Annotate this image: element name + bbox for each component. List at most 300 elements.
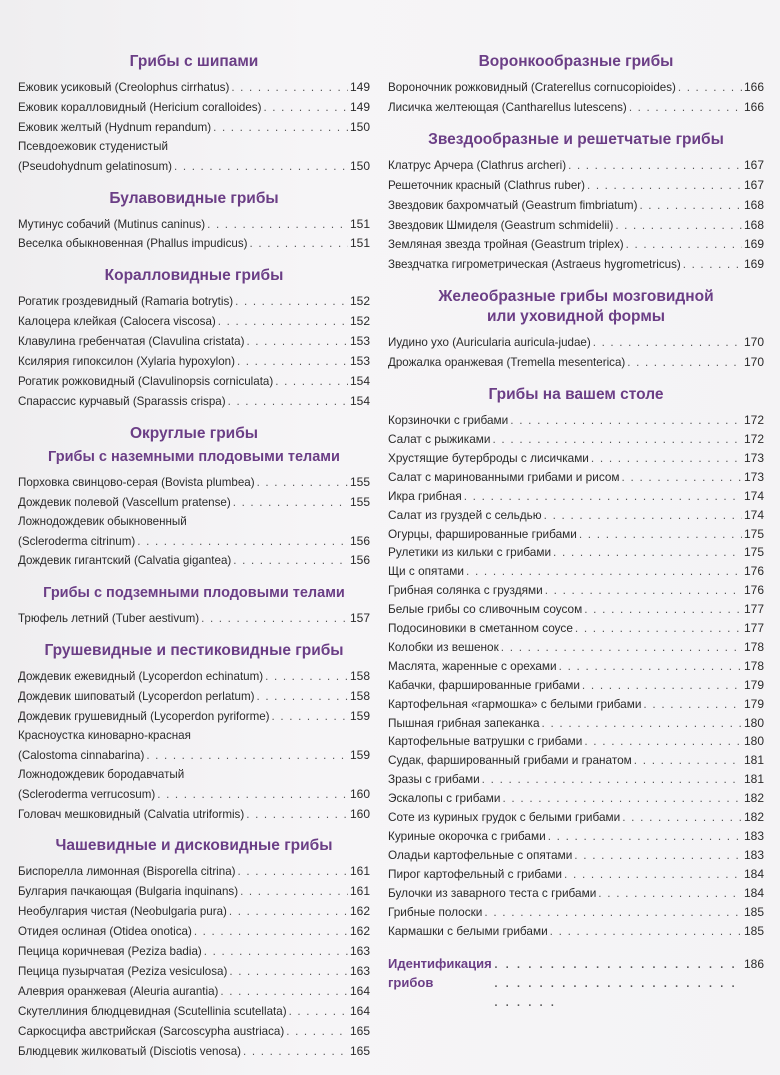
entry-list bbox=[18, 609, 370, 629]
toc-entry bbox=[388, 255, 764, 275]
toc-entry bbox=[18, 292, 370, 312]
entry-name: Дрожалка оранжевая (Tremella mesenterica) bbox=[388, 356, 626, 370]
toc-entry bbox=[18, 372, 370, 392]
entry-page-number: 159 bbox=[349, 709, 370, 724]
entry-name: Спарассис курчавый (Sparassis crispa) bbox=[18, 394, 226, 408]
entry-page-number: 153 bbox=[349, 334, 370, 349]
dot-leader bbox=[548, 827, 742, 846]
dot-leader bbox=[492, 430, 742, 449]
entry-page-number: 162 bbox=[349, 924, 370, 939]
toc-entry bbox=[388, 638, 764, 657]
dot-leader bbox=[643, 695, 742, 714]
entry-name: Соте из куриных грудок с белыми грибами bbox=[388, 810, 621, 825]
toc-column-left bbox=[18, 52, 370, 1074]
toc-entry bbox=[18, 215, 370, 235]
section-heading: Грушевидные и пестиковидные грибы bbox=[44, 642, 344, 660]
toc-section bbox=[388, 385, 764, 940]
toc-entry bbox=[388, 714, 764, 733]
toc-entry bbox=[388, 808, 764, 827]
entry-page-number: 165 bbox=[349, 1043, 370, 1058]
entry-name: Клавулина гребенчатая (Clavulina cristata) bbox=[18, 335, 245, 349]
entry-page-number: 175 bbox=[743, 526, 764, 541]
entry-name: Куриные окорочка с грибами bbox=[388, 829, 546, 843]
dot-leader bbox=[634, 751, 742, 770]
dot-leader bbox=[678, 79, 742, 98]
dot-leader bbox=[157, 786, 348, 805]
dot-leader bbox=[575, 619, 742, 638]
section-heading: Грибы с шипами bbox=[129, 53, 259, 70]
entry-name: Алеврия оранжевая (Aleuria aurantia) bbox=[18, 984, 219, 998]
toc-section bbox=[18, 641, 370, 824]
toc-entry bbox=[18, 392, 370, 412]
dot-leader bbox=[233, 552, 348, 571]
entry-name: Саркосцифа австрийская (Sarcoscypha austriaca) bbox=[18, 1024, 285, 1038]
toc-entry bbox=[388, 156, 764, 176]
entry-page-number: 158 bbox=[349, 669, 370, 684]
entry-page-number: 183 bbox=[743, 847, 764, 862]
entry-name: Скутеллиния блюдцевидная (Scutellinia scutellata) bbox=[18, 1004, 287, 1018]
entry-list bbox=[18, 862, 370, 1061]
entry-name: Калоцера клейкая (Calocera viscosa) bbox=[18, 315, 216, 329]
toc-entry bbox=[18, 312, 370, 332]
toc-entry bbox=[18, 234, 370, 254]
entry-page-number: 174 bbox=[743, 507, 764, 522]
section-heading: Желеобразные грибы мозговидной bbox=[438, 288, 714, 306]
toc-entry bbox=[18, 532, 370, 552]
dot-leader bbox=[235, 293, 348, 312]
toc-entry bbox=[18, 902, 370, 922]
entry-page-number: 168 bbox=[743, 197, 764, 212]
dot-leader bbox=[231, 79, 348, 98]
toc-entry bbox=[18, 785, 370, 805]
toc-entry bbox=[18, 78, 370, 98]
dot-leader bbox=[598, 884, 742, 903]
toc-entry bbox=[388, 751, 764, 770]
entry-list bbox=[18, 78, 370, 177]
dot-leader bbox=[564, 865, 742, 884]
toc-section bbox=[18, 52, 370, 177]
toc-entry bbox=[18, 707, 370, 727]
toc-section bbox=[18, 189, 370, 255]
entry-name: Блюдцевик жилковатый (Disciotis venosa) bbox=[18, 1044, 242, 1058]
toc-entry bbox=[388, 789, 764, 808]
dot-leader bbox=[229, 963, 348, 982]
entry-list bbox=[388, 333, 764, 373]
toc-entry bbox=[18, 609, 370, 629]
entry-page-number: 150 bbox=[349, 158, 370, 173]
dot-leader bbox=[584, 732, 742, 751]
entry-page-number: 181 bbox=[743, 772, 764, 787]
dot-leader bbox=[627, 354, 742, 373]
toc-entry bbox=[388, 884, 764, 903]
entry-name: Лисичка желтеющая (Cantharellus lutescens) bbox=[388, 100, 627, 114]
entry-name: Огурцы, фаршированные грибами bbox=[388, 526, 577, 541]
entry-name: Вороночник рожковидный (Craterellus cornucopioides) bbox=[388, 81, 676, 94]
toc-entry bbox=[388, 770, 764, 789]
entry-name: Звездчатка гигрометрическая (Astraeus hygrometricus) bbox=[388, 258, 681, 272]
entry-name: Кармашки с белыми грибами bbox=[388, 923, 548, 938]
dot-leader bbox=[238, 863, 348, 882]
toc-entry bbox=[388, 78, 764, 98]
entry-page-number: 155 bbox=[349, 474, 370, 489]
dot-leader bbox=[137, 533, 348, 552]
section-subheading: Грибы с наземными плодовыми телами bbox=[48, 448, 340, 465]
entry-name: (Calostoma cinnabarina) bbox=[18, 748, 145, 762]
entry-page-number: 160 bbox=[349, 806, 370, 821]
entry-list bbox=[18, 215, 370, 255]
dot-leader bbox=[615, 217, 742, 236]
entry-page-number: 180 bbox=[743, 734, 764, 749]
toc-entry bbox=[18, 118, 370, 138]
entry-name: (Scleroderma verrucosum) bbox=[18, 787, 156, 801]
toc-entry bbox=[388, 922, 764, 941]
toc-entry-identification bbox=[388, 954, 764, 1011]
entry-name: Эскалопы с грибами bbox=[388, 791, 501, 806]
entry-page-number: 184 bbox=[743, 866, 764, 881]
entry-page-number: 172 bbox=[743, 431, 764, 446]
entry-page-number: 183 bbox=[743, 829, 764, 843]
entry-page-number: 177 bbox=[743, 621, 764, 636]
toc-section bbox=[18, 266, 370, 411]
entry-name: Дождевик гигантский (Calvatia gigantea) bbox=[18, 554, 232, 568]
entry-name: Рулетики из кильки с грибами bbox=[388, 545, 552, 560]
entry-name: Звездовик бахромчатый (Geastrum fimbriatum) bbox=[388, 198, 638, 212]
toc-entry bbox=[18, 352, 370, 372]
toc-entry bbox=[388, 333, 764, 353]
dot-leader bbox=[484, 903, 742, 922]
entry-page-number: 179 bbox=[743, 696, 764, 711]
toc-entry bbox=[388, 827, 764, 846]
section-heading: Коралловидные грибы bbox=[104, 267, 284, 285]
toc-entry bbox=[388, 353, 764, 373]
dot-leader bbox=[591, 449, 742, 468]
entry-name: Земляная звезда тройная (Geastrum triplex) bbox=[388, 238, 624, 252]
dot-leader bbox=[550, 922, 742, 941]
toc-entry bbox=[388, 600, 764, 619]
entry-name: Кабачки, фаршированные грибами bbox=[388, 677, 580, 692]
toc-entry bbox=[388, 581, 764, 600]
section-heading: Воронкообразные грибы bbox=[478, 53, 674, 70]
toc-entry bbox=[388, 487, 764, 506]
entry-page-number: 150 bbox=[349, 119, 370, 134]
entry-name: Грибная солянка с груздями bbox=[388, 583, 543, 598]
toc-entry bbox=[18, 1002, 370, 1022]
dot-leader bbox=[243, 1043, 348, 1062]
dot-leader bbox=[593, 334, 742, 353]
entry-name: Салат из груздей с сельдью bbox=[388, 507, 542, 522]
entry-name: Необулгария чистая (Neobulgaria pura) bbox=[18, 905, 227, 919]
entry-page-number: 182 bbox=[743, 791, 764, 806]
dot-leader bbox=[579, 525, 742, 544]
section-heading: Округлые грибы bbox=[129, 424, 259, 442]
entry-page-number: 176 bbox=[743, 583, 764, 598]
toc-section bbox=[388, 287, 764, 373]
entry-name: Ксилярия гипоксилон (Xylaria hypoxylon) bbox=[18, 355, 235, 369]
entry-name: Дождевик полевой (Vascellum pratense) bbox=[18, 495, 231, 509]
entry-name: Биспорелла лимонная (Bisporella citrina) bbox=[18, 865, 236, 879]
entry-name: Колобки из вешенок bbox=[388, 639, 499, 654]
entry-name: Икра грибная bbox=[388, 488, 462, 503]
entry-page-number: 156 bbox=[349, 533, 370, 548]
toc-entry bbox=[18, 962, 370, 982]
entry-page-number: 166 bbox=[743, 99, 764, 114]
dot-leader bbox=[626, 236, 742, 255]
toc-entry bbox=[388, 903, 764, 922]
dot-leader bbox=[542, 714, 742, 733]
entry-name: Ежовик желтый (Hydnum repandum) bbox=[18, 120, 212, 134]
dot-leader bbox=[246, 333, 348, 352]
section-heading: Булавовидные грибы bbox=[109, 189, 279, 207]
entry-page-number: 161 bbox=[349, 864, 370, 879]
toc-entry bbox=[388, 543, 764, 562]
entry-name: Головач мешковидный (Calvatia utriformis) bbox=[18, 807, 245, 821]
entry-page-number: 154 bbox=[349, 393, 370, 408]
toc-entry bbox=[18, 98, 370, 118]
entry-page-number: 180 bbox=[743, 715, 764, 730]
entry-name: Мутинус собачий (Mutinus caninus) bbox=[18, 217, 206, 231]
identification-heading: Идентификация грибов bbox=[388, 956, 492, 991]
toc-entry bbox=[18, 1042, 370, 1062]
toc-entry bbox=[388, 732, 764, 751]
entry-name: (Pseudohydnum gelatinosum) bbox=[18, 159, 173, 173]
section-heading-line2: или уховидной формы bbox=[486, 308, 666, 326]
toc-entry bbox=[388, 411, 764, 430]
entry-name: Белые грибы со сливочным соусом bbox=[388, 602, 583, 617]
dot-leader bbox=[501, 638, 742, 657]
toc-entry bbox=[388, 695, 764, 714]
entry-name: Судак, фаршированный грибами и гранатом bbox=[388, 753, 632, 768]
entry-name-line1: Красноустка киноварно-красная bbox=[18, 728, 191, 742]
entry-list bbox=[388, 156, 764, 275]
toc-entry bbox=[18, 157, 370, 177]
dot-leader bbox=[228, 393, 348, 412]
entry-page-number: 161 bbox=[349, 884, 370, 899]
dot-leader bbox=[510, 411, 742, 430]
toc-entry bbox=[18, 942, 370, 962]
toc-entry bbox=[18, 805, 370, 825]
entry-page-number: 152 bbox=[349, 314, 370, 329]
entry-name-line1: Ложнодождевик обыкновенный bbox=[18, 514, 187, 528]
entry-list bbox=[388, 411, 764, 940]
toc-column-right bbox=[388, 52, 764, 1011]
toc-entry bbox=[388, 525, 764, 544]
entry-page-number: 151 bbox=[349, 236, 370, 251]
entry-list bbox=[18, 292, 370, 411]
entry-name: Звездовик Шмиделя (Geastrum schmidelii) bbox=[388, 218, 614, 232]
toc-entry bbox=[18, 551, 370, 571]
entry-page-number: 176 bbox=[743, 564, 764, 579]
section-heading: Звездообразные и решетчатые грибы bbox=[428, 130, 724, 148]
entry-page-number: 182 bbox=[743, 810, 764, 825]
entry-name: Булгария пачкающая (Bulgaria inquinans) bbox=[18, 885, 239, 899]
entry-page-number: 149 bbox=[349, 99, 370, 114]
entry-name: Щи с опятами bbox=[388, 564, 464, 579]
entry-page-number: 181 bbox=[743, 753, 764, 768]
entry-name: Веселка обыкновенная (Phallus impudicus) bbox=[18, 237, 248, 251]
entry-page-number: 156 bbox=[349, 553, 370, 568]
toc-entry bbox=[388, 468, 764, 487]
entry-name: Грибные полоски bbox=[388, 904, 483, 919]
dot-leader bbox=[146, 747, 348, 766]
entry-name: Пецица коричневая (Peziza badia) bbox=[18, 945, 202, 959]
entry-name: Хрустящие бутерброды с лисичками bbox=[388, 450, 589, 465]
entry-page-number: 178 bbox=[743, 639, 764, 654]
entry-page-number: 166 bbox=[743, 80, 764, 94]
toc-entry bbox=[388, 619, 764, 638]
dot-leader bbox=[629, 99, 742, 118]
toc-section bbox=[18, 424, 370, 572]
dot-leader bbox=[502, 789, 742, 808]
toc-entry bbox=[388, 98, 764, 118]
toc-section bbox=[388, 52, 764, 118]
dot-leader bbox=[683, 256, 742, 275]
entry-page-number: 185 bbox=[743, 923, 764, 938]
entry-name: Оладьи картофельные с опятами bbox=[388, 847, 573, 862]
entry-page-number: 154 bbox=[349, 373, 370, 388]
entry-name: Салат с маринованными грибами и рисом bbox=[388, 469, 620, 484]
entry-page-number: 169 bbox=[743, 237, 764, 252]
toc-entry bbox=[18, 1022, 370, 1042]
toc-entry bbox=[388, 657, 764, 676]
dot-leader bbox=[494, 954, 742, 1011]
entry-page-number: 160 bbox=[349, 786, 370, 801]
entry-name: Трюфель летний (Tuber aestivum) bbox=[18, 612, 200, 626]
dot-leader bbox=[263, 99, 348, 118]
dot-leader bbox=[246, 806, 348, 825]
dot-leader bbox=[250, 235, 348, 254]
toc-section bbox=[18, 836, 370, 1061]
entry-page-number: 162 bbox=[349, 904, 370, 919]
entry-page-number: 151 bbox=[349, 216, 370, 231]
toc-entry bbox=[388, 676, 764, 695]
toc-entry bbox=[388, 430, 764, 449]
entry-name: Клатрус Арчера (Clathrus archeri) bbox=[388, 158, 567, 172]
section-heading: Грибы на вашем столе bbox=[488, 386, 664, 404]
entry-page-number: 179 bbox=[743, 677, 764, 692]
entry-page-number: 164 bbox=[349, 983, 370, 998]
entry-page-number: 155 bbox=[349, 494, 370, 509]
entry-page-number: 169 bbox=[743, 257, 764, 272]
entry-page-number: 173 bbox=[743, 469, 764, 484]
toc-entry bbox=[18, 922, 370, 942]
dot-leader bbox=[174, 158, 348, 177]
toc-entry bbox=[18, 687, 370, 707]
entry-page-number: 165 bbox=[349, 1023, 370, 1038]
toc-entry bbox=[18, 746, 370, 766]
entry-name: Ежовик усиковый (Creolophus cirrhatus) bbox=[18, 81, 230, 94]
toc-entry bbox=[18, 473, 370, 493]
toc-entry bbox=[388, 846, 764, 865]
toc-section bbox=[18, 583, 370, 629]
dot-leader bbox=[220, 983, 348, 1002]
entry-page-number: 163 bbox=[349, 964, 370, 978]
dot-leader bbox=[568, 157, 742, 176]
entry-name: Отидея ослиная (Otidea onotica) bbox=[18, 925, 192, 939]
entry-name: Иудино ухо (Auricularia auricula-judae) bbox=[388, 336, 591, 350]
entry-page-number: 152 bbox=[349, 294, 370, 309]
entry-page-number: 153 bbox=[349, 354, 370, 369]
entry-name: (Scleroderma citrinum) bbox=[18, 534, 136, 548]
entry-name-line1: Ложнодождевик бородавчатый bbox=[18, 767, 185, 781]
entry-name: Маслята, жаренные с орехами bbox=[388, 658, 557, 673]
entry-page-number: 184 bbox=[743, 885, 764, 900]
dot-leader bbox=[482, 770, 742, 789]
entry-name-line1: Псевдоежовик студенистый bbox=[18, 139, 168, 153]
dot-leader bbox=[544, 506, 742, 525]
entry-page-number: 168 bbox=[743, 217, 764, 232]
toc-entry bbox=[18, 862, 370, 882]
entry-page-number: 174 bbox=[743, 488, 764, 503]
section-heading: Чашевидные и дисковидные грибы bbox=[55, 837, 333, 855]
entry-name: Решеточник красный (Clathrus ruber) bbox=[388, 178, 585, 192]
dot-leader bbox=[639, 197, 742, 216]
dot-leader bbox=[582, 676, 742, 695]
entry-name: Корзиночки с грибами bbox=[388, 413, 509, 428]
dot-leader bbox=[240, 883, 348, 902]
dot-leader bbox=[207, 216, 348, 235]
dot-leader bbox=[622, 468, 742, 487]
toc-entry bbox=[18, 332, 370, 352]
dot-leader bbox=[464, 487, 742, 506]
toc-entry bbox=[388, 865, 764, 884]
entry-page-number: 167 bbox=[743, 157, 764, 172]
dot-leader bbox=[574, 846, 742, 865]
dot-leader bbox=[584, 600, 742, 619]
toc-entry bbox=[388, 506, 764, 525]
dot-leader bbox=[289, 1003, 348, 1022]
dot-leader bbox=[194, 923, 348, 942]
toc-entry bbox=[388, 235, 764, 255]
dot-leader bbox=[218, 313, 348, 332]
dot-leader bbox=[286, 1023, 348, 1042]
entry-page-number: 158 bbox=[349, 689, 370, 704]
entry-name: Ежовик коралловидный (Hericium coralloides) bbox=[18, 100, 262, 114]
entry-page-number: 186 bbox=[743, 957, 764, 972]
entry-name: Пирог картофельный с грибами bbox=[388, 866, 563, 881]
entry-name: Рогатик рожковидный (Clavulinopsis corniculata) bbox=[18, 374, 274, 388]
entry-name: Дождевик шиповатый (Lycoperdon perlatum) bbox=[18, 690, 255, 704]
entry-name: Дождевик грушевидный (Lycoperdon pyriforme) bbox=[18, 710, 270, 724]
dot-leader bbox=[553, 543, 742, 562]
entry-name: Картофельная «гармошка» с белыми грибами bbox=[388, 696, 642, 711]
entry-page-number: 164 bbox=[349, 1003, 370, 1018]
dot-leader bbox=[275, 373, 348, 392]
toc-entry bbox=[18, 982, 370, 1002]
dot-leader bbox=[229, 903, 348, 922]
entry-name: Пышная грибная запеканка bbox=[388, 715, 540, 730]
dot-leader bbox=[256, 688, 347, 707]
entry-name: Зразы с грибами bbox=[388, 772, 480, 787]
entry-page-number: 157 bbox=[349, 611, 370, 626]
dot-leader bbox=[545, 581, 742, 600]
entry-page-number: 170 bbox=[743, 355, 764, 370]
dot-leader bbox=[204, 943, 348, 962]
entry-page-number: 170 bbox=[743, 335, 764, 350]
entry-list bbox=[388, 78, 764, 118]
section-heading: Грибы с подземными плодовыми телами bbox=[43, 585, 345, 602]
toc-entry bbox=[18, 882, 370, 902]
entry-page-number: 173 bbox=[743, 450, 764, 465]
entry-page-number: 177 bbox=[743, 602, 764, 617]
entry-page-number: 167 bbox=[743, 177, 764, 192]
entry-page-number: 163 bbox=[349, 944, 370, 959]
entry-name: Пецица пузырчатая (Peziza vesiculosa) bbox=[18, 965, 228, 978]
toc-entry bbox=[388, 216, 764, 236]
entry-name: Картофельные ватрушки с грибами bbox=[388, 734, 583, 749]
entry-page-number: 159 bbox=[349, 747, 370, 762]
entry-name: Булочки из заварного теста с грибами bbox=[388, 885, 597, 900]
entry-name: Рогатик гроздевидный (Ramaria botrytis) bbox=[18, 295, 234, 309]
